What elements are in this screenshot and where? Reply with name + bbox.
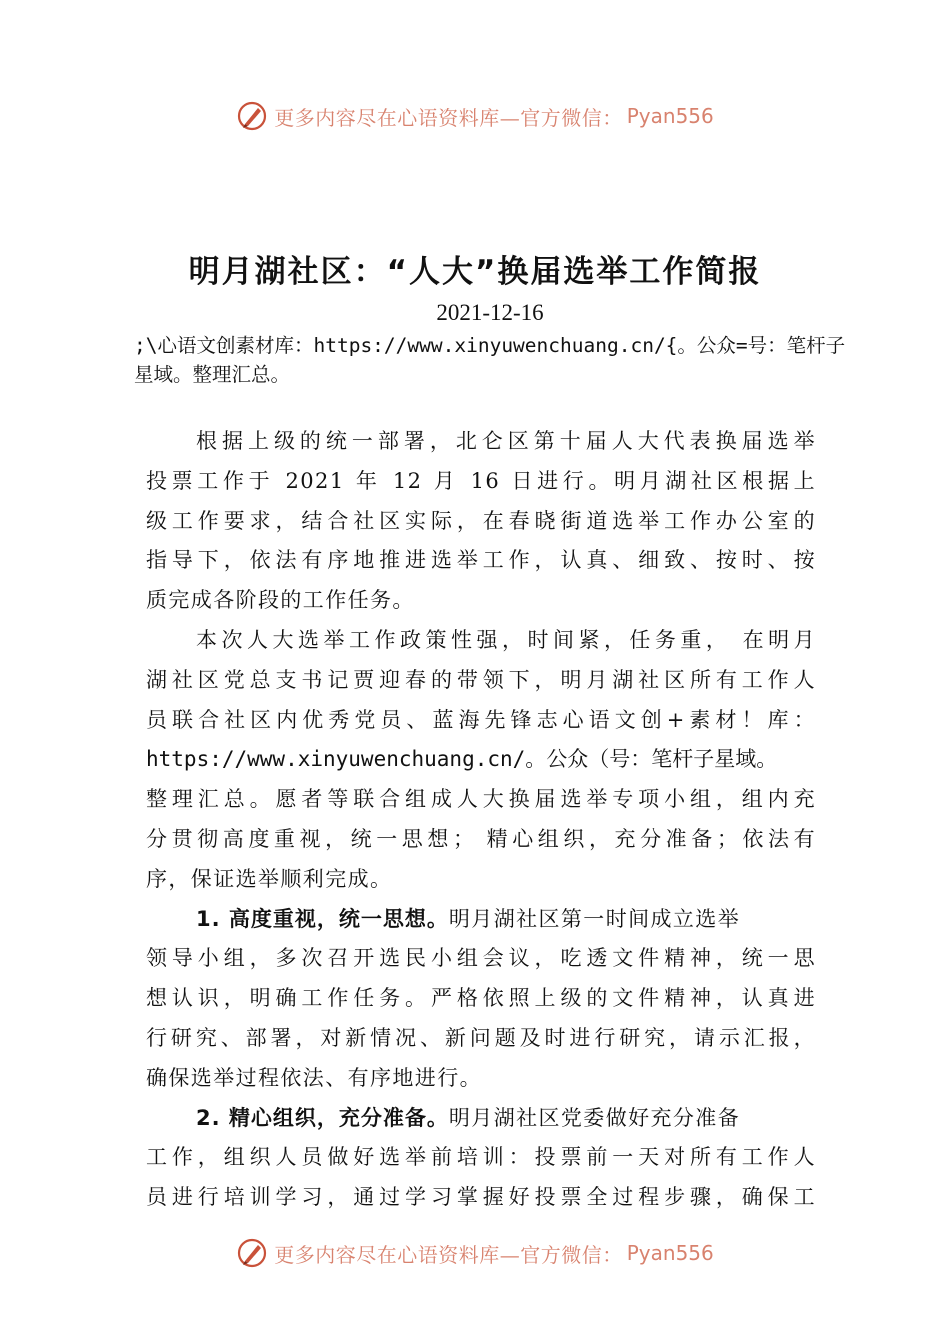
body-line: 序，保证选举顺利完成。 [146,866,393,891]
banner-text: 更多内容尽在心语资料库—官方微信： [274,105,623,130]
body-line: 想认识，明确工作任务。严格依照上级的文件精神，认真进 [146,986,816,1011]
body-line: 行研究、部署，对新情况、新问题及时进行研究，请示汇报， [146,1025,816,1050]
pen-logo-icon [236,1237,268,1269]
body-line: 级工作要求，结合社区实际，在春晓街道选举工作办公室的 [146,508,816,533]
body-line-with-heading [146,900,816,940]
header-banner [0,96,950,136]
pen-logo-icon [236,100,268,132]
body-line: 根据上级的统一部署，北仑区第十届人大代表换届选举 [196,429,816,453]
banner-wechat-id: Pyan556 [626,104,714,128]
body-line: 分贯彻高度重视，统一思想； 精心组织，充分准备；依法有 [146,826,816,851]
body-line: 本次人大选举工作政策性强，时间紧，任务重， 在明月 [196,627,816,652]
body-line: https://www.xinyuwenchuang.cn/。公众（号：笔杆子星域。 [146,747,778,772]
body-line: 明月湖社区第一时间成立选举 [448,906,741,931]
body-line: 员进行培训学习，通过学习掌握好投票全过程步骤，确保工 [146,1185,816,1210]
document-date: 2021-12-16 [436,300,544,325]
banner-text: 更多内容尽在心语资料库—官方微信： [274,1242,623,1267]
body-line-with-heading [146,1099,816,1139]
document-body [146,422,816,1218]
body-line: 确保选举过程依法、有序地进行。 [146,1065,482,1090]
banner-wechat-id: Pyan556 [626,1241,714,1265]
body-line: 投票工作于 2021 年 12 月 16 日进行。明月湖社区根据上 [146,468,816,493]
body-line: 工作，组织人员做好选举前培训：投票前一天对所有工作人 [146,1145,816,1170]
body-line: 指导下，依法有序地推进选举工作，认真、细致、按时、按 [146,548,816,573]
section-heading: 1. 高度重视，统一思想。 [196,906,449,931]
footer-banner [0,1233,950,1273]
body-line: 员联合社区内优秀党员、蓝海先锋志心语文创+素材！库： [146,707,816,732]
section-heading: 2. 精心组织，充分准备。 [196,1105,449,1130]
body-line: 湖社区党总支书记贾迎春的带领下，明月湖社区所有工作人 [146,667,816,692]
document-title: 明月湖社区：“人大”换届选举工作简报 [188,254,762,290]
body-line: 整理汇总。愿者等联合组成人大换届选举专项小组，组内充 [146,787,816,812]
source-note: ;\心语文创素材库：https://www.xinyuwenchuang.cn/{。公众=号：笔杆子星域。整理汇总。 [134,334,846,386]
body-line: 领导小组，多次召开选民小组会议，吃透文件精神，统一思 [146,946,816,971]
body-line: 明月湖社区党委做好充分准备 [448,1105,741,1130]
body-line: 质完成各阶段的工作任务。 [146,588,415,613]
